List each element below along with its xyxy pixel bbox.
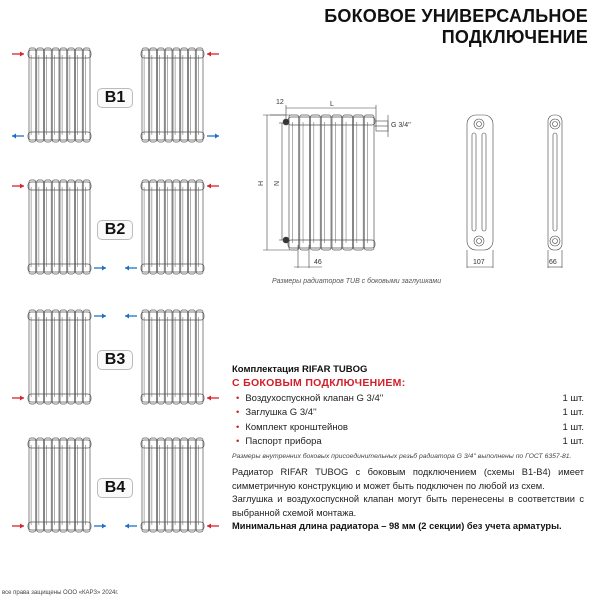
dim-66: 66: [549, 259, 557, 266]
flow-arrow-icon: [12, 134, 24, 139]
scheme-label: B1: [97, 88, 133, 108]
bullet-icon: •: [236, 392, 240, 404]
scheme-label: B3: [97, 350, 133, 370]
dim-l: L: [330, 101, 334, 108]
flow-arrow-icon: [125, 314, 137, 319]
kit-item: [232, 436, 584, 447]
bullet-icon: •: [236, 407, 240, 418]
radiator-icon: [28, 310, 91, 404]
description-min-length: Минимальная длина радиатора – 98 мм (2 секции) без учета арматуры.: [232, 521, 562, 532]
dimension-drawing: [250, 95, 600, 280]
radiator-icon: [141, 438, 204, 532]
page-title: [324, 6, 588, 48]
kit-item-qty: 1 шт.: [562, 392, 584, 404]
radiator-icon: [141, 48, 204, 142]
kit-section: [232, 364, 584, 460]
side-view-3-column: [467, 115, 493, 268]
connection-schemes: [0, 0, 240, 560]
dim-107: 107: [473, 259, 485, 266]
dim-thread: G 3/4'': [391, 122, 411, 129]
kit-item-qty: 1 шт.: [562, 407, 584, 418]
kit-note: Размеры внутренних боковых присоединительных резьб радиатора G 3/4'' выполнены по ГОСТ 6357-81.: [232, 453, 572, 460]
kit-item-qty: 1 шт.: [562, 421, 584, 433]
radiator-icon: [28, 180, 91, 274]
flow-arrow-icon: [12, 52, 24, 57]
flow-arrow-icon: [94, 314, 106, 319]
flow-arrow-icon: [12, 184, 24, 189]
flow-arrow-icon: [207, 184, 219, 189]
flow-arrow-icon: [94, 266, 106, 271]
description: [232, 466, 584, 534]
flow-arrow-icon: [207, 134, 219, 139]
scheme-label: B2: [97, 220, 133, 240]
radiator-icon: [141, 310, 204, 404]
kit-item-name: Паспорт прибора: [245, 436, 322, 447]
flow-arrow-icon: [207, 524, 219, 529]
kit-item: [232, 407, 584, 418]
scheme-label: B4: [97, 478, 133, 498]
title-line-1: БОКОВОЕ УНИВЕРСАЛЬНОЕ: [324, 6, 588, 26]
front-view: [283, 115, 388, 250]
kit-item-name: Заглушка G 3/4'': [245, 407, 317, 418]
kit-title: Комплектация RIFAR TUBOG: [232, 364, 368, 375]
side-view-2-column: [548, 115, 562, 268]
bullet-icon: •: [236, 421, 240, 433]
kit-item: [232, 393, 584, 404]
radiator-icon: [141, 180, 204, 274]
copyright-footer: все права защищены ООО «КАРЗ» 2024г.: [2, 590, 119, 596]
drawing-caption: Размеры радиаторов TUB с боковыми заглушками: [272, 278, 442, 285]
flow-arrow-icon: [125, 524, 137, 529]
kit-item-name: Воздухоспускной клапан G 3/4'': [245, 392, 384, 404]
title-line-2: ПОДКЛЮЧЕНИЕ: [441, 27, 588, 47]
radiator-icon: [28, 438, 91, 532]
dim-n: N: [274, 180, 281, 186]
kit-item-qty: 1 шт.: [562, 436, 584, 447]
description-p1: Радиатор RIFAR TUBOG с боковым подключением (схемы В1-В4) имеет симметричную конструкцию и может быть подключен по любой из схем.: [232, 467, 584, 491]
bullet-icon: •: [236, 436, 240, 447]
description-p2: Заглушка и воздухоспускной клапан могут быть перенесены в соответствии с выбранной схемой монтажа.: [232, 494, 584, 518]
kit-item-name: Комплект кронштейнов: [245, 421, 348, 433]
kit-subtitle: С БОКОВЫМ ПОДКЛЮЧЕНИЕМ:: [232, 377, 406, 389]
flow-arrow-icon: [125, 266, 137, 271]
dim-h: H: [258, 180, 265, 186]
flow-arrow-icon: [94, 524, 106, 529]
flow-arrow-icon: [12, 396, 24, 401]
radiator-icon: [28, 48, 91, 142]
kit-item: [232, 422, 584, 433]
flow-arrow-icon: [12, 524, 24, 529]
flow-arrow-icon: [207, 52, 219, 57]
dim-12: 12: [276, 99, 284, 106]
dim-46: 46: [314, 259, 322, 266]
flow-arrow-icon: [207, 396, 219, 401]
